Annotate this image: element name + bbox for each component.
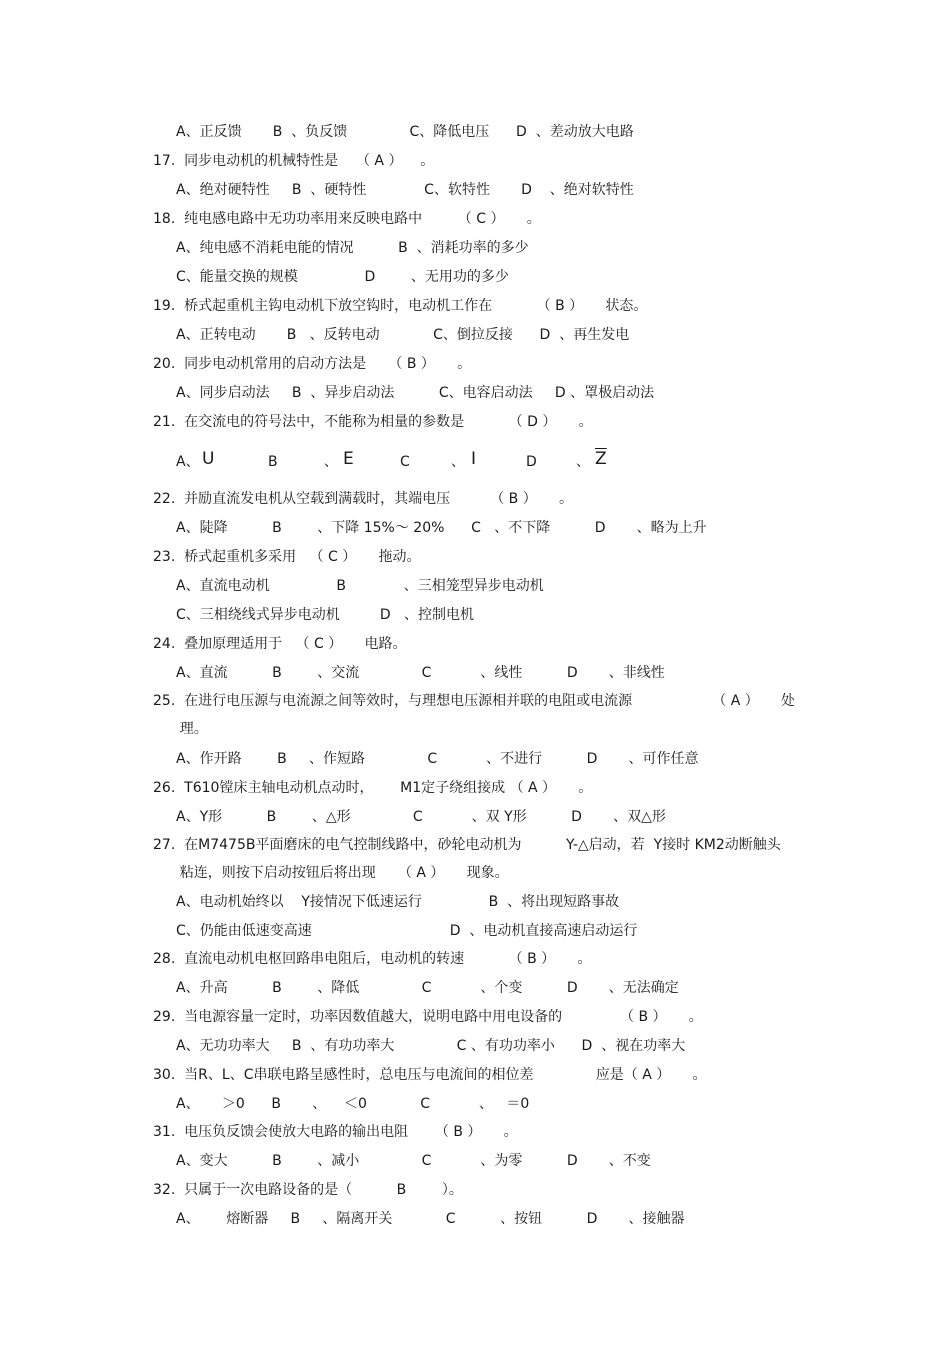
q27-options-ab: A、电动机始终以 Y接情况下低速运行 B 、将出现短路事故 [176, 894, 620, 910]
question-22: 22. 并励直流发电机从空载到满载时，其端电压 （ B ） 。 [153, 491, 573, 507]
question-20: 20. 同步电动机常用的启动方法是 （ B ） 。 [153, 356, 472, 372]
q29-options: A、无功功率大 B 、有功功率大 C 、有功功率小 D 、视在功率大 [176, 1038, 686, 1054]
question-21: 21. 在交流电的符号法中，不能称为相量的参数是 （ D ） 。 [153, 414, 593, 430]
q27-options-cd: C、仍能由低速变高速 D 、电动机直接高速启动运行 [176, 923, 638, 939]
q26-options: A、Y形 B 、△形 C 、双 Y形 D 、双△形 [176, 809, 666, 825]
question-25-cont: 理。 [153, 721, 208, 737]
q21-option-d-label: D [526, 454, 537, 470]
q28-options: A、升高 B 、降低 C 、个变 D 、无法确定 [176, 980, 679, 996]
q32-options: A、 熔断器 B 、隔离开关 C 、按钮 D 、接触器 [176, 1211, 685, 1227]
q21-option-c-label: C [400, 454, 410, 470]
q16-options: A、正反馈 B 、负反馈 C、降低电压 D 、差动放大电路 [176, 124, 634, 140]
q25-options: A、作开路 B 、作短路 C 、不进行 D 、可作任意 [176, 751, 699, 767]
q31-options: A、变大 B 、减小 C 、为零 D 、不变 [176, 1153, 651, 1169]
question-30: 30. 当R、L、C串联电路呈感性时，总电压与电流间的相位差 应是（ A ） 。 [153, 1067, 707, 1083]
q21-option-c-sep: 、 [451, 454, 465, 470]
q21-option-b-sep: 、 [324, 454, 338, 470]
q21-symbol-z: $\overline{Z}$ [595, 449, 607, 469]
question-27-cont: 粘连，则按下启动按钮后将出现 （ A ） 现象。 [153, 865, 509, 881]
question-32: 32. 只属于一次电路设备的是（ B ）。 [153, 1182, 463, 1198]
question-29: 29. 当电源容量一定时，功率因数值越大，说明电路中用电设备的 （ B ） 。 [153, 1009, 703, 1025]
question-26: 26. T610镗床主轴电动机点动时， M1定子绕组接成 （ A ） 。 [153, 780, 593, 796]
question-24: 24. 叠加原理适用于 （ C ） 电路。 [153, 636, 407, 652]
question-17: 17. 同步电动机的机械特性是 （ A ） 。 [153, 153, 435, 169]
question-31: 31. 电压负反馈会使放大电路的输出电阻 （ B ） 。 [153, 1124, 518, 1140]
question-25: 25. 在进行电压源与电流源之间等效时，与理想电压源相并联的电阻或电流源 （ A ） 处 [153, 693, 795, 709]
q18-options-cd: C、能量交换的规模 D 、无用功的多少 [176, 269, 509, 285]
q18-options-ab: A、纯电感不消耗电能的情况 B 、消耗功率的多少 [176, 240, 529, 256]
question-23: 23. 桥式起重机多采用 （ C ） 拖动。 [153, 549, 421, 565]
q23-options-cd: C、三相绕线式异步电动机 D 、控制电机 [176, 607, 474, 623]
question-18: 18. 纯电感电路中无功功率用来反映电路中 （ C ） 。 [153, 211, 541, 227]
q17-options: A、绝对硬特性 B 、硬特性 C、软特性 D 、绝对软特性 [176, 182, 634, 198]
q21-option-b-label: B [268, 454, 278, 470]
q21-option-d-sep: 、 [576, 454, 590, 470]
q19-options: A、正转电动 B 、反转电动 C、倒拉反接 D 、再生发电 [176, 327, 630, 343]
q21-option-a-label: A、 [176, 454, 200, 470]
question-27: 27. 在M7475B平面磨床的电气控制线路中，砂轮电动机为 Y-△启动，若 Y接时 KM2动断触头 [153, 837, 781, 853]
q20-options: A、同步启动法 B 、异步启动法 C、电容启动法 D 、罩极启动法 [176, 385, 655, 401]
q30-options: A、 ＞0 B 、 ＜0 C 、 ＝0 [176, 1096, 530, 1112]
q22-options: A、陡降 B 、下降 15%～ 20% C 、不下降 D 、略为上升 [176, 520, 707, 536]
q23-options-ab: A、直流电动机 B 、三相笼型异步电动机 [176, 578, 544, 594]
q21-symbol-i: I [471, 449, 477, 469]
q24-options: A、直流 B 、交流 C 、线性 D 、非线性 [176, 665, 665, 681]
q21-symbol-e: E [343, 449, 354, 469]
question-19: 19. 桥式起重机主钩电动机下放空钩时，电动机工作在 （ B ） 状态。 [153, 298, 648, 314]
q21-symbol-u: U [202, 449, 215, 469]
question-28: 28. 直流电动机电枢回路串电阻后，电动机的转速 （ B ） 。 [153, 951, 592, 967]
